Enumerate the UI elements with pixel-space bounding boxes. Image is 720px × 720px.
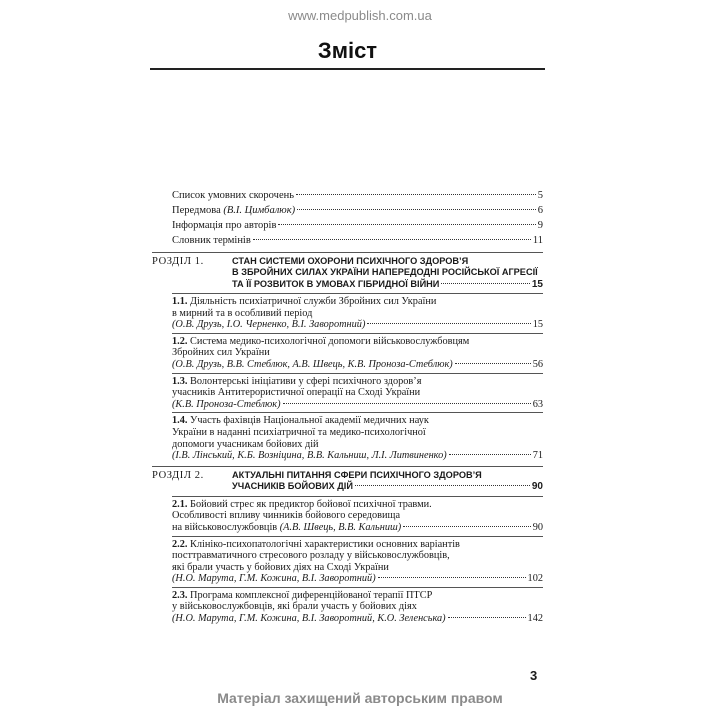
toc-item-preface[interactable] xyxy=(152,205,543,218)
entry-title-line: Участь фахівців Національної академії медичних наук xyxy=(187,415,429,427)
dot-leader xyxy=(296,194,536,195)
entry-title-line: на військовослужбовців xyxy=(172,521,280,533)
entry-title-line: учасників Антитерористичної операції на Сході України xyxy=(172,387,421,399)
dot-leader xyxy=(403,526,531,527)
entry-divider xyxy=(172,536,543,537)
entry-divider xyxy=(172,496,543,497)
entry-number: 1.2. xyxy=(172,335,188,347)
entry-page: 102 xyxy=(527,573,543,585)
entry-page: 63 xyxy=(532,398,543,410)
copyright-watermark: Матеріал захищений авторським правом xyxy=(217,690,503,706)
entry-divider xyxy=(172,412,543,413)
section-divider xyxy=(152,466,543,467)
entry-title-line: допомоги учасникам бойових дій xyxy=(172,438,319,450)
entry-title-line: Програма комплексної диференційованої терапії ПТСР xyxy=(187,589,433,601)
entry-number: 1.3. xyxy=(172,375,188,387)
toc-item-authors-info[interactable] xyxy=(152,220,543,233)
entry-title-line: Клініко-психопатологічні характеристики основних варіантів xyxy=(187,538,460,550)
toc-item-glossary[interactable] xyxy=(152,235,543,248)
dot-leader xyxy=(278,224,535,225)
entry-title-line: в мирний та в особливий період xyxy=(172,307,313,319)
section-title xyxy=(232,470,543,493)
toc-label: Інформація про авторів xyxy=(172,220,277,231)
entry-page: 142 xyxy=(527,613,543,625)
dot-leader xyxy=(355,485,530,486)
dot-leader xyxy=(378,577,526,578)
entry-authors: (О.В. Друзь, В.В. Стеблюк, А.В. Швець, К.В. Проноза-Стеблюк) xyxy=(172,358,453,370)
page-number: 3 xyxy=(530,668,538,683)
toc-page: 6 xyxy=(537,205,543,216)
section-title-line: ТА ЇЇ РОЗВИТОК В УМОВАХ ГІБРИДНОЇ ВІЙНИ xyxy=(232,278,440,289)
dot-leader xyxy=(297,209,536,210)
entry-title-line: України в наданні психіатричної та медико-психологічної xyxy=(172,426,426,438)
entry-page: 71 xyxy=(532,450,543,462)
section-title-line: В ЗБРОЙНИХ СИЛАХ УКРАЇНИ НАПЕРЕДОДНІ РОСІЙСЬКОЇ АГРЕСІЇ xyxy=(232,267,538,277)
dot-leader xyxy=(367,323,530,324)
entry-title-line: Діяльність психіатричної служби Збройних сил України xyxy=(187,296,437,307)
dot-leader xyxy=(253,239,531,240)
toc-section-2[interactable] xyxy=(152,470,543,493)
entry-number: 1.4. xyxy=(172,415,188,427)
entry-number: 2.3. xyxy=(172,589,188,601)
section-divider xyxy=(152,252,543,253)
toc-author: (В.І. Цимбалюк) xyxy=(223,205,296,216)
toc-page: 11 xyxy=(532,235,543,246)
entry-number: 2.1. xyxy=(172,498,188,510)
section-title-line: АКТУАЛЬНІ ПИТАННЯ СФЕРИ ПСИХІЧНОГО ЗДОРОВ’Я xyxy=(232,469,482,480)
entry-title-line: Бойовий стрес як предиктор бойової психічної травми. xyxy=(187,498,432,510)
toc-section-1[interactable] xyxy=(152,256,543,291)
dot-leader xyxy=(441,283,529,284)
entry-title-line: Особливості впливу чинників бойового середовища xyxy=(172,510,401,522)
toc-entry-1-2[interactable] xyxy=(152,333,543,371)
toc-page: 5 xyxy=(537,190,543,201)
entry-divider xyxy=(172,293,543,294)
section-label: РОЗДІЛ 2. xyxy=(152,469,204,481)
section-label: РОЗДІЛ 1. xyxy=(152,255,204,267)
entry-authors: (А.В. Швець, В.В. Кальниш) xyxy=(279,521,402,533)
dot-leader xyxy=(283,403,531,404)
toc-entry-1-3[interactable] xyxy=(152,373,543,411)
toc-entry-1-4[interactable] xyxy=(152,412,543,461)
section-title xyxy=(232,256,543,291)
entry-divider xyxy=(172,333,543,334)
entry-authors: (Н.О. Марута, Г.М. Кожина, В.І. Заворотний) xyxy=(172,573,376,585)
dot-leader xyxy=(449,454,531,455)
entry-authors: (Н.О. Марута, Г.М. Кожина, В.І. Заворотний, К.О. Зеленська) xyxy=(172,613,446,625)
entry-divider xyxy=(172,587,543,588)
entry-page: 90 xyxy=(532,521,543,533)
page-title: Зміст xyxy=(317,38,378,63)
entry-title-line: посттравматичного стресового розладу у військовослужбовців, xyxy=(172,550,450,562)
toc-entry-1-1[interactable] xyxy=(152,293,543,331)
entry-title-line: у військовослужбовців, які брали участь у бойових діях xyxy=(172,601,417,613)
section-page: 90 xyxy=(531,481,543,493)
toc-item-abbreviations[interactable] xyxy=(152,190,543,203)
watermark-url: www.medpublish.com.ua xyxy=(288,8,432,23)
entry-authors: (О.В. Друзь, І.О. Черненко, В.І. Заворотний) xyxy=(172,319,366,331)
dot-leader xyxy=(448,617,526,618)
entry-authors: (І.В. Лінський, К.Б. Возніцина, В.В. Кальниш, Л.І. Литвиненко) xyxy=(172,450,447,462)
section-title-line: УЧАСНИКІВ БОЙОВИХ ДІЙ xyxy=(232,481,353,492)
entry-divider xyxy=(172,373,543,374)
entry-title-line: Система медико-психологічної допомоги військовослужбовцям xyxy=(187,335,470,347)
entry-title-line: Волонтерські ініціативи у сфері психічного здоров’я xyxy=(187,375,422,387)
toc-page: 9 xyxy=(537,220,543,231)
entry-authors: (К.В. Проноза-Стеблюк) xyxy=(172,398,281,410)
entry-title-line: які брали участь у бойових діях на Сході України xyxy=(172,561,389,573)
toc-label: Словник термінів xyxy=(172,235,251,246)
section-page: 15 xyxy=(531,278,543,290)
entry-number: 2.2. xyxy=(172,538,188,550)
entry-page: 15 xyxy=(532,319,543,331)
title-divider xyxy=(150,68,545,70)
entry-number: 1.1. xyxy=(172,296,188,307)
toc-label: Список умовних скорочень xyxy=(172,190,295,201)
entry-page: 56 xyxy=(532,358,543,370)
toc-entry-2-1[interactable] xyxy=(152,496,543,534)
toc-entry-2-3[interactable] xyxy=(152,587,543,625)
entry-title-line: Збройних сил України xyxy=(172,347,270,359)
dot-leader xyxy=(455,363,531,364)
table-of-contents xyxy=(152,190,543,627)
toc-entry-2-2[interactable] xyxy=(152,536,543,585)
section-title-line: СТАН СИСТЕМИ ОХОРОНИ ПСИХІЧНОГО ЗДОРОВ’Я xyxy=(232,255,469,266)
toc-label: Передмова xyxy=(172,205,224,216)
